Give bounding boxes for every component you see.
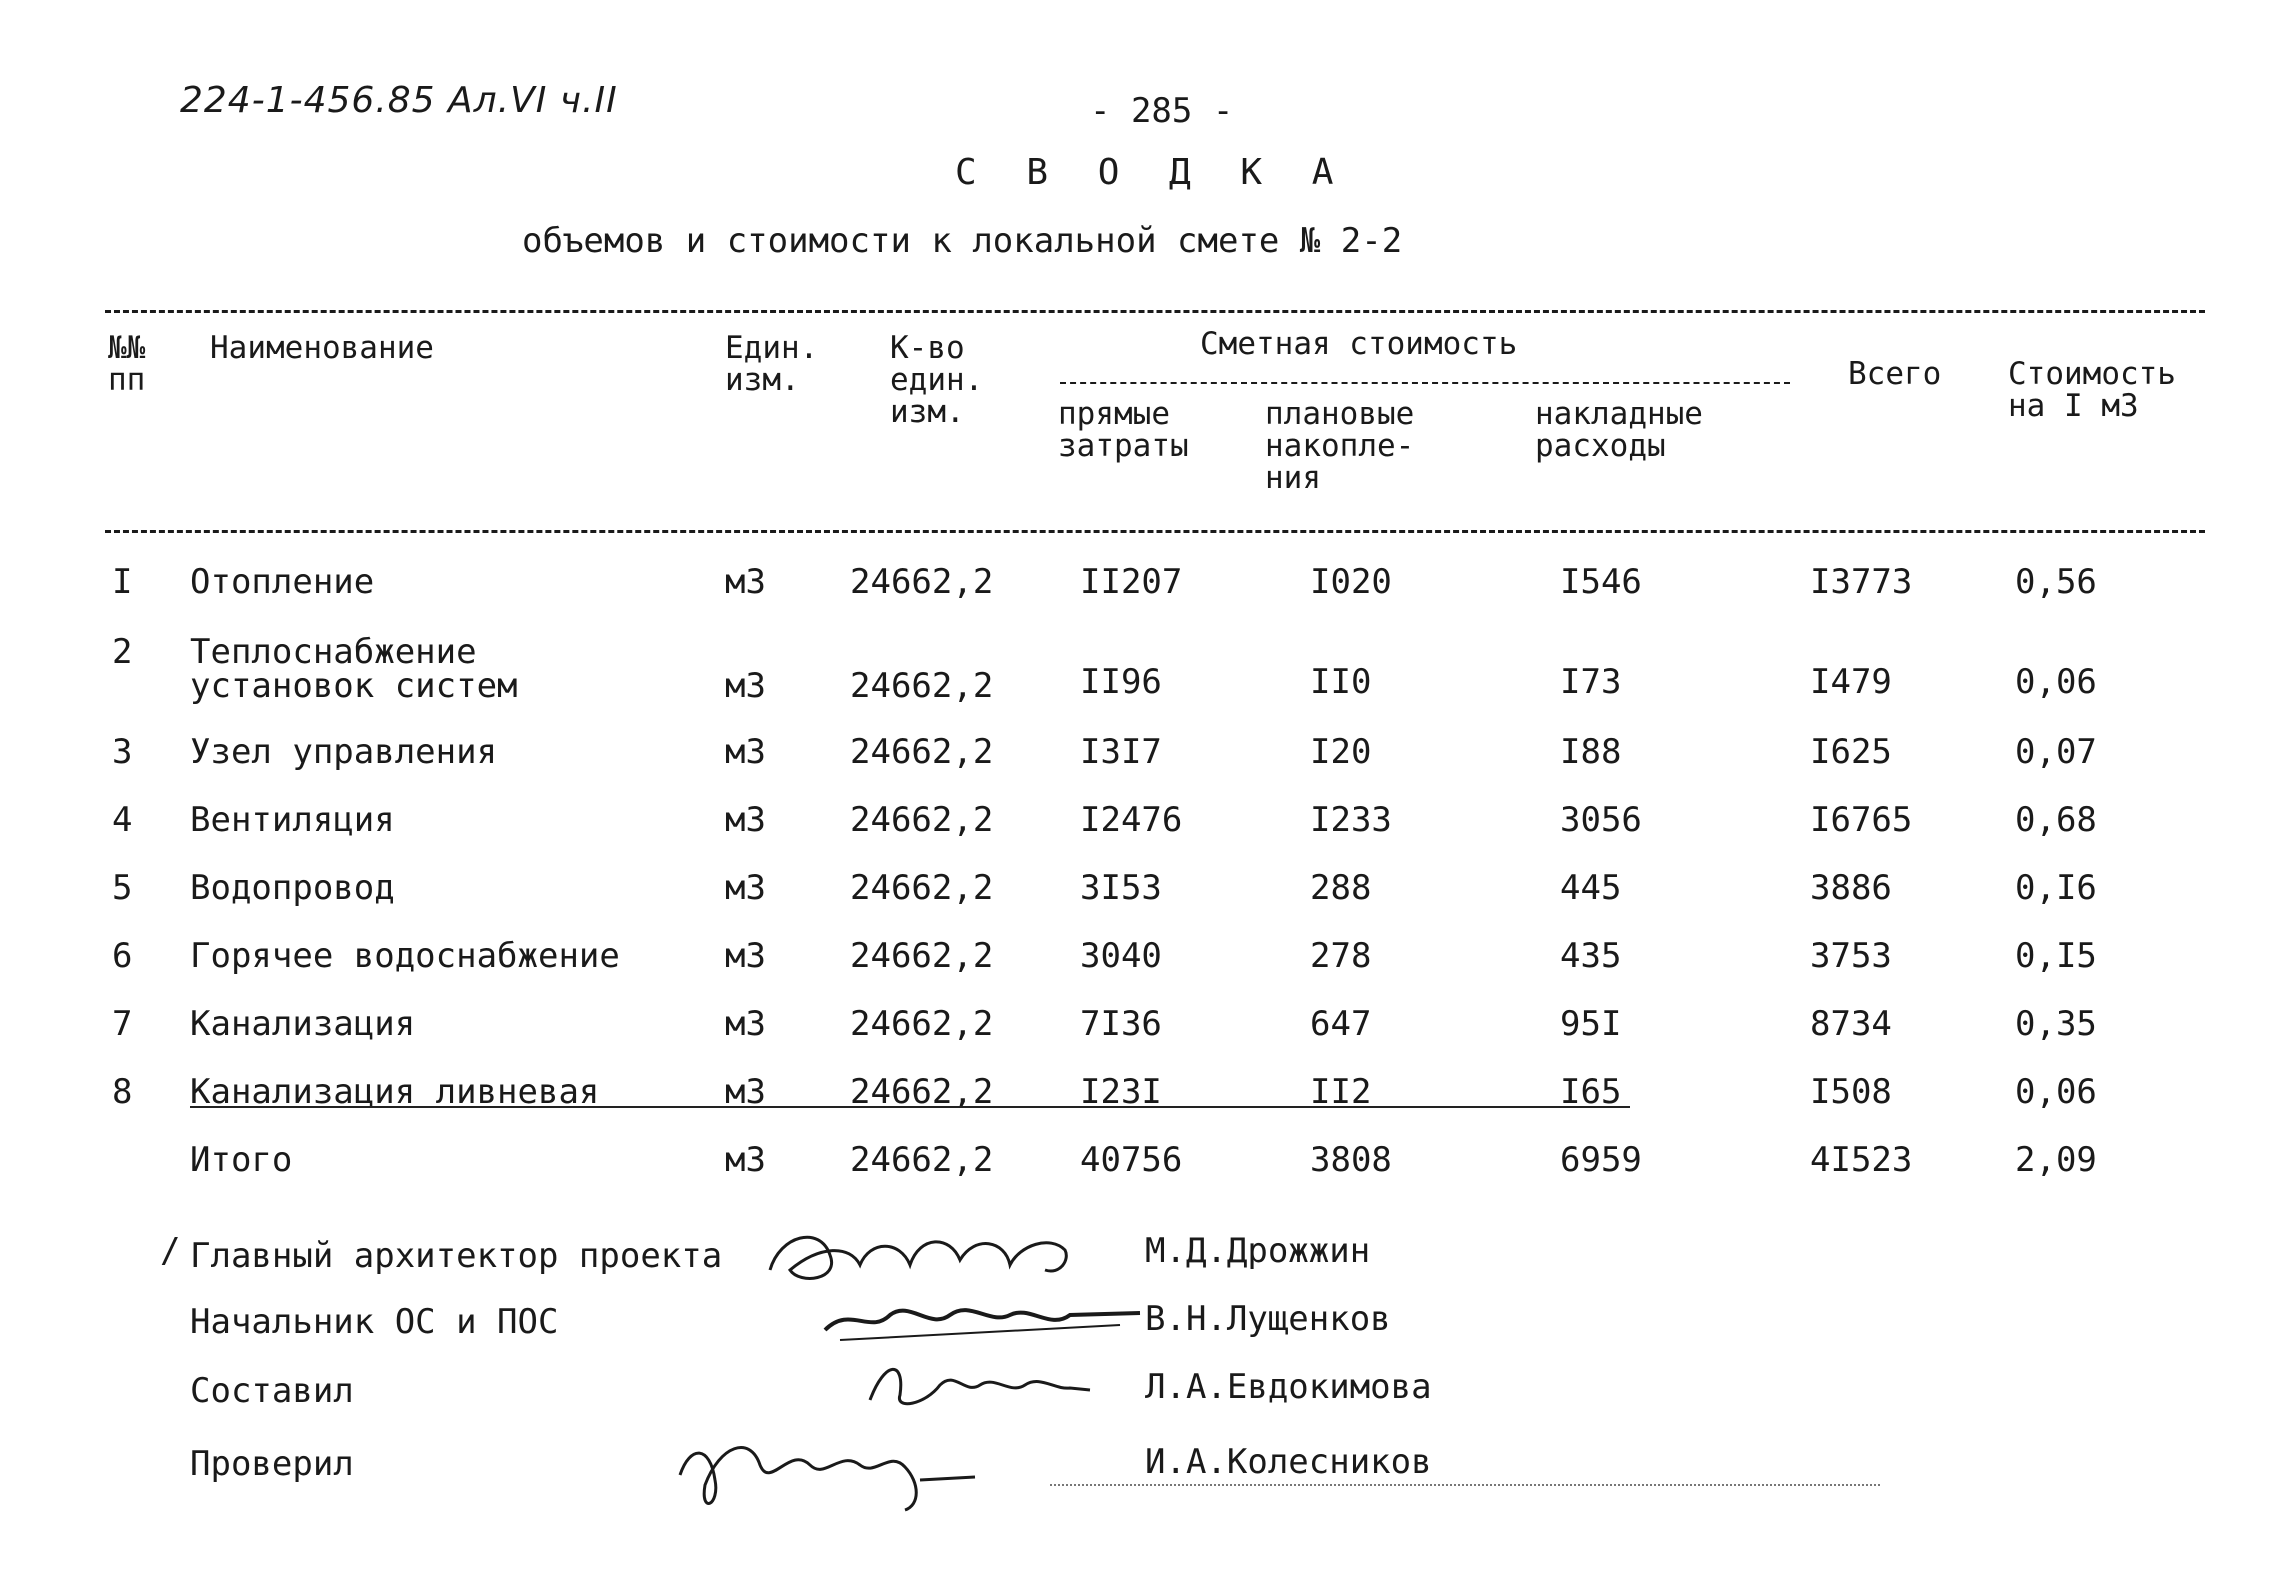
header-overhead: накладные расходы bbox=[1535, 396, 1703, 464]
row-total: I3773 bbox=[1810, 562, 1913, 602]
row-quantity: 24662,2 bbox=[850, 1072, 994, 1112]
header-name: Наименование bbox=[210, 330, 434, 366]
row-planned: 278 bbox=[1310, 936, 1372, 976]
row-planned: 647 bbox=[1310, 1004, 1372, 1044]
row-direct: I3I7 bbox=[1080, 732, 1162, 772]
row-total: 3886 bbox=[1810, 868, 1892, 908]
row-planned: I233 bbox=[1310, 800, 1392, 840]
document-stamp: 224-1-456.85 Ал.VI ч.II bbox=[180, 80, 618, 121]
table-row bbox=[0, 632, 2284, 715]
row-overhead: 3056 bbox=[1560, 800, 1642, 840]
document-title: С В О Д К А bbox=[955, 152, 1348, 193]
row-name: Горячее водоснабжение bbox=[190, 936, 620, 976]
row-number: 5 bbox=[112, 868, 133, 908]
row-planned: 288 bbox=[1310, 868, 1372, 908]
signature-role: Начальник ОС и ПОС bbox=[190, 1302, 559, 1342]
document-subtitle: объемов и стоимости к локальной смете № 2-2 bbox=[522, 221, 1403, 261]
row-overhead: 435 bbox=[1560, 936, 1622, 976]
row-direct: 3040 bbox=[1080, 936, 1162, 976]
table-top-rule bbox=[105, 310, 2205, 313]
check-mark: / bbox=[160, 1231, 181, 1271]
table-row bbox=[0, 1004, 2284, 1067]
row-direct: 40756 bbox=[1080, 1140, 1183, 1180]
row-per-m3: 0,56 bbox=[2015, 562, 2097, 602]
row-direct: II96 bbox=[1080, 662, 1162, 702]
row-name: Водопровод bbox=[190, 868, 395, 908]
signature-name: В.Н.Лущенков bbox=[1145, 1299, 1391, 1339]
row-total: 4I523 bbox=[1810, 1140, 1913, 1180]
row-per-m3: 0,07 bbox=[2015, 732, 2097, 772]
header-number: №№ пп bbox=[108, 330, 146, 398]
row-quantity: 24662,2 bbox=[850, 666, 994, 706]
row-quantity: 24662,2 bbox=[850, 1004, 994, 1044]
row-planned: I20 bbox=[1310, 732, 1372, 772]
handwritten-signature bbox=[760, 1215, 1090, 1295]
row-overhead: I73 bbox=[1560, 662, 1622, 702]
row-per-m3: 0,68 bbox=[2015, 800, 2097, 840]
row-overhead: 6959 bbox=[1560, 1140, 1642, 1180]
row-direct: II207 bbox=[1080, 562, 1183, 602]
header-direct-costs: прямые затраты bbox=[1058, 396, 1189, 464]
table-row bbox=[0, 1072, 2284, 1135]
row-number: 7 bbox=[112, 1004, 133, 1044]
row-unit: м3 bbox=[725, 1140, 766, 1180]
row-total: I625 bbox=[1810, 732, 1892, 772]
signature-role: Составил bbox=[190, 1371, 354, 1411]
row-unit: м3 bbox=[725, 1004, 766, 1044]
row-per-m3: 0,06 bbox=[2015, 662, 2097, 702]
signature-underline bbox=[1050, 1484, 1880, 1486]
row-per-m3: 0,I6 bbox=[2015, 868, 2097, 908]
table-row bbox=[0, 868, 2284, 931]
row-per-m3: 2,09 bbox=[2015, 1140, 2097, 1180]
row-name: Канализация ливневая bbox=[190, 1072, 600, 1112]
row-quantity: 24662,2 bbox=[850, 732, 994, 772]
row-planned: 3808 bbox=[1310, 1140, 1392, 1180]
signature-name: И.А.Колесников bbox=[1145, 1442, 1432, 1482]
row-unit: м3 bbox=[725, 800, 766, 840]
row-quantity: 24662,2 bbox=[850, 868, 994, 908]
table-row bbox=[0, 732, 2284, 795]
header-planned-savings: плановые накопле- ния bbox=[1265, 396, 1415, 496]
row-quantity: 24662,2 bbox=[850, 1140, 994, 1180]
row-total: 8734 bbox=[1810, 1004, 1892, 1044]
row-name: Канализация bbox=[190, 1004, 416, 1044]
row-number: I bbox=[112, 562, 133, 602]
row-planned: I020 bbox=[1310, 562, 1392, 602]
table-row bbox=[0, 562, 2284, 625]
row-number: 4 bbox=[112, 800, 133, 840]
header-cost-per-m3: Стоимость на I м3 bbox=[2008, 356, 2176, 424]
header-total: Всего bbox=[1848, 356, 1942, 392]
row-number: 8 bbox=[112, 1072, 133, 1112]
row-number: 2 bbox=[112, 632, 133, 672]
row-planned: II0 bbox=[1310, 662, 1372, 702]
row-name: Итого bbox=[190, 1140, 293, 1180]
row-name: Узел управления bbox=[190, 732, 498, 772]
table-row bbox=[0, 800, 2284, 863]
row-overhead: I65 bbox=[1560, 1072, 1622, 1112]
signature-name: М.Д.Дрожжин bbox=[1145, 1231, 1371, 1271]
table-header-bottom-rule bbox=[105, 530, 2205, 533]
row-direct: I23I bbox=[1080, 1072, 1162, 1112]
row-overhead: I88 bbox=[1560, 732, 1622, 772]
row-overhead: I546 bbox=[1560, 562, 1642, 602]
row-name: Отопление bbox=[190, 562, 375, 602]
row-name: Теплоснабжение установок систем bbox=[190, 632, 518, 706]
row-quantity: 24662,2 bbox=[850, 562, 994, 602]
row-total: I508 bbox=[1810, 1072, 1892, 1112]
row-overhead: 95I bbox=[1560, 1004, 1622, 1044]
row-direct: 3I53 bbox=[1080, 868, 1162, 908]
row-per-m3: 0,I5 bbox=[2015, 936, 2097, 976]
header-unit: Един. изм. bbox=[725, 330, 819, 398]
row-per-m3: 0,35 bbox=[2015, 1004, 2097, 1044]
row-direct: 7I36 bbox=[1080, 1004, 1162, 1044]
page-number: - 285 - bbox=[1090, 91, 1234, 131]
row-unit: м3 bbox=[725, 868, 766, 908]
row-unit: м3 bbox=[725, 1072, 766, 1112]
row-number: 6 bbox=[112, 936, 133, 976]
row-unit: м3 bbox=[725, 666, 766, 706]
table-row bbox=[0, 936, 2284, 999]
row-quantity: 24662,2 bbox=[850, 936, 994, 976]
row-per-m3: 0,06 bbox=[2015, 1072, 2097, 1112]
handwritten-signature bbox=[670, 1405, 990, 1525]
header-quantity: К-во един. изм. bbox=[890, 330, 984, 430]
table-row-total bbox=[0, 1140, 2284, 1203]
row-name: Вентиляция bbox=[190, 800, 395, 840]
row-total: I6765 bbox=[1810, 800, 1913, 840]
row-total: 3753 bbox=[1810, 936, 1892, 976]
row-quantity: 24662,2 bbox=[850, 800, 994, 840]
row-strikethrough bbox=[190, 1106, 1630, 1108]
handwritten-signature bbox=[820, 1285, 1150, 1355]
row-planned: II2 bbox=[1310, 1072, 1372, 1112]
row-unit: м3 bbox=[725, 562, 766, 602]
row-overhead: 445 bbox=[1560, 868, 1622, 908]
signature-role: Проверил bbox=[190, 1444, 354, 1484]
row-unit: м3 bbox=[725, 936, 766, 976]
cost-subheader-rule bbox=[1060, 382, 1790, 384]
row-direct: I2476 bbox=[1080, 800, 1183, 840]
signature-name: Л.А.Евдокимова bbox=[1145, 1367, 1432, 1407]
signature-role: Главный архитектор проекта bbox=[190, 1236, 723, 1276]
header-estimated-cost: Сметная стоимость bbox=[1200, 326, 1518, 362]
row-number: 3 bbox=[112, 732, 133, 772]
row-unit: м3 bbox=[725, 732, 766, 772]
row-total: I479 bbox=[1810, 662, 1892, 702]
